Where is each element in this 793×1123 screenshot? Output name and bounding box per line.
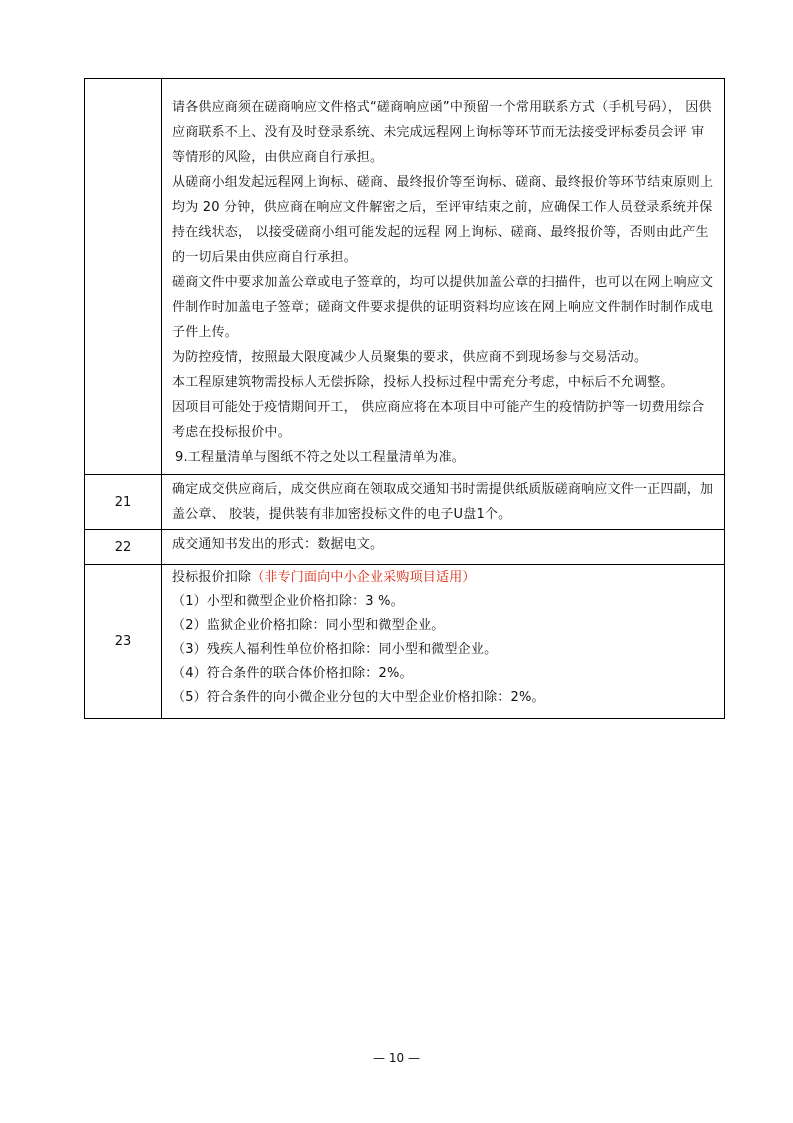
row-number-cell: 22 xyxy=(85,530,162,565)
table-row xyxy=(85,530,725,565)
row-content-cell xyxy=(162,475,725,530)
paragraph-award-documents: 确定成交供应商后，成交供应商在领取成交通知书时需提供纸质版磋商响应文件一正四副，加盖公章、 胶装，提供装有非加密投标文件的电子U盘1个。 xyxy=(172,482,714,522)
paragraph-contact-requirement: 请各供应商须在磋商响应文件格式“磋商响应函”中预留一个常用联系方式（手机号码）， 因供应商联系不上、没有及时登录系统、未完成远程网上询标等环节而无法接受评标委员会评 审等情形的风险，由供应商自行承担。 xyxy=(172,100,712,165)
paragraph-online-inquiry: 从磋商小组发起远程网上询标、磋商、最终报价等至询标、磋商、最终报价等环节结束原则上均为 20 分钟，供应商在响应文件解密之后，至评审结束之前，应确保工作人员登录系统并保持在线状态， 以接受磋商小组可能发起的远程 网上询标、磋商、最终报价等，否则由此产生的一切后果由供应商自行承担。 xyxy=(172,175,714,265)
price-deduction-title: 投标报价扣除 xyxy=(172,570,252,585)
price-deduction-note: （非专门面向中小企业采购项目适用） xyxy=(251,570,476,585)
page-number: — 10 — xyxy=(373,1051,420,1065)
deduction-item: （2）监狱企业价格扣除：同小型和微型企业。 xyxy=(172,618,445,633)
table-row xyxy=(85,475,725,530)
row-number-cell: 23 xyxy=(85,565,162,719)
table-row xyxy=(85,565,725,719)
deduction-item: （5）符合条件的向小微企业分包的大中型企业价格扣除：2%。 xyxy=(172,690,545,705)
paragraph-bill-of-quantities: 9.工程量清单与图纸不符之处以工程量清单为准。 xyxy=(175,450,466,465)
row-number-cell xyxy=(85,79,162,475)
table-row xyxy=(85,79,725,475)
row-content-cell xyxy=(162,530,725,565)
row-content-cell xyxy=(162,79,725,475)
deduction-item: （4）符合条件的联合体价格扣除：2%。 xyxy=(172,666,413,681)
paragraph-notice-form: 成交通知书发出的形式：数据电文。 xyxy=(172,537,384,552)
row-number-cell: 21 xyxy=(85,475,162,530)
deduction-item: （3）残疾人福利性单位价格扣除：同小型和微型企业。 xyxy=(172,642,498,657)
deduction-item: （1）小型和微型企业价格扣除：3 %。 xyxy=(172,594,404,609)
row-content-cell xyxy=(162,565,725,719)
paragraph-demolition: 本工程原建筑物需投标人无偿拆除，投标人投标过程中需充分考虑，中标后不允调整。 xyxy=(172,375,674,390)
paragraph-epidemic-control: 为防控疫情，按照最大限度减少人员聚集的要求，供应商不到现场参与交易活动。 xyxy=(172,350,648,365)
requirements-table xyxy=(84,78,725,719)
price-deduction-heading xyxy=(172,566,714,590)
paragraph-electronic-seal: 磋商文件中要求加盖公章或电子签章的，均可以提供加盖公章的扫描件，也可以在网上响应文件制作时加盖电子签章；磋商文件要求提供的证明资料均应该在网上响应文件制作时制作成电子件上传。 xyxy=(172,275,714,340)
paragraph-epidemic-cost: 因项目可能处于疫情期间开工， 供应商应将在本项目中可能产生的疫情防护等一切费用综合 考虑在投标报价中。 xyxy=(172,400,705,440)
